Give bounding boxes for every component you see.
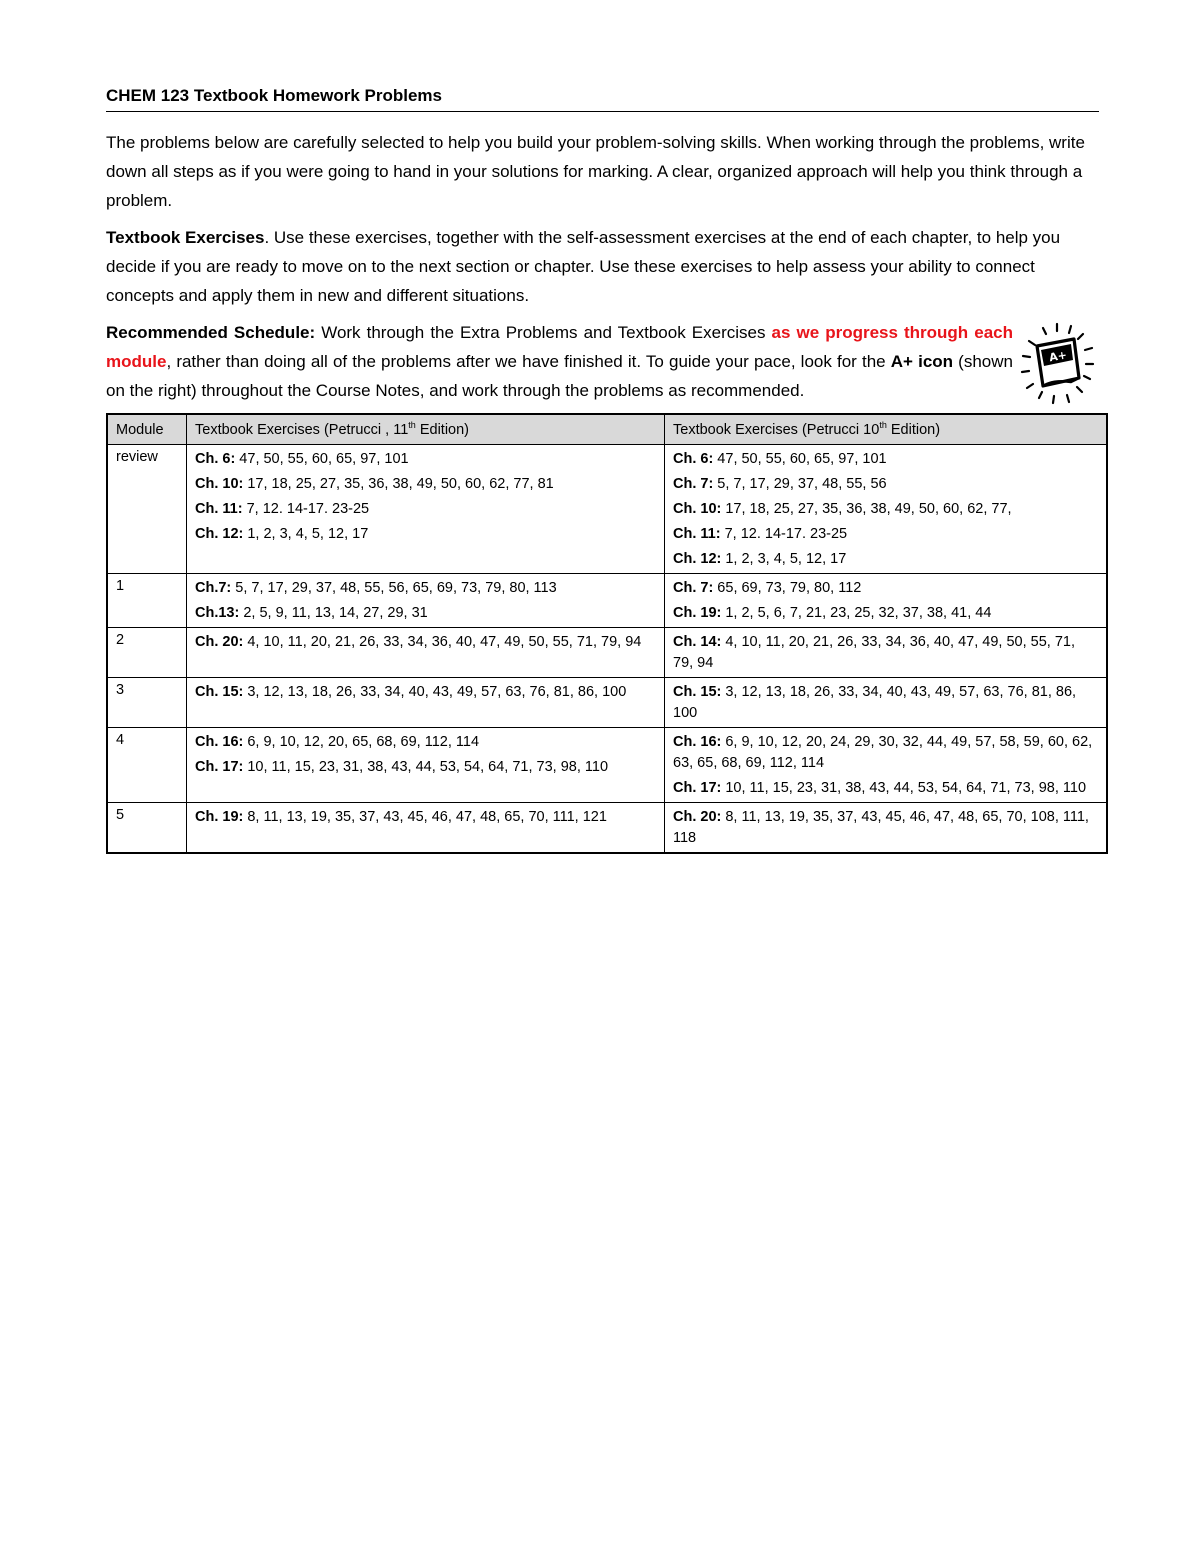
chapter-entry: [195, 603, 656, 624]
table-row: [107, 678, 1107, 728]
schedule-heading: Recommended Schedule:: [106, 323, 316, 342]
chapter-label: Ch. 12:: [673, 551, 722, 567]
table-row: [107, 574, 1107, 628]
chapter-entry: [195, 757, 656, 778]
chapter-entry: [673, 474, 1098, 495]
chapter-label: Ch. 11:: [195, 501, 243, 517]
problem-numbers: 17, 18, 25, 27, 35, 36, 38, 49, 50, 60, 62, 77,: [721, 501, 1012, 517]
header-11th-edition: Textbook Exercises (Petrucci , 11th Edition): [187, 414, 665, 445]
exercises-text: . Use these exercises, together with the self-assessment exercises at the end of each chapter, to help you decide if you are ready to move on to the next section or chapter. Use these exercises to help assess your ability to connect concepts and apply them in new and different situations.: [106, 228, 1061, 305]
chapter-label: Ch.13:: [195, 605, 240, 621]
edition-11-cell: [187, 803, 665, 854]
chapter-label: Ch. 19:: [673, 605, 722, 621]
schedule-section: [106, 318, 1099, 405]
chapter-label: Ch. 12:: [195, 526, 244, 542]
chapter-label: Ch. 17:: [195, 759, 244, 775]
table-row: [107, 803, 1107, 854]
chapter-entry: [195, 474, 656, 495]
chapter-entry: [673, 682, 1098, 724]
chapter-entry: [673, 549, 1098, 570]
page-title: CHEM 123 Textbook Homework Problems: [106, 86, 1099, 112]
edition-11-cell: [187, 678, 665, 728]
document-page: [106, 86, 1099, 854]
problem-numbers: 5, 7, 17, 29, 37, 48, 55, 56: [713, 476, 887, 492]
chapter-entry: [673, 524, 1098, 545]
chapter-entry: [673, 449, 1098, 470]
problem-numbers: 1, 2, 3, 4, 5, 12, 17: [721, 551, 847, 567]
problem-numbers: 65, 69, 73, 79, 80, 112: [713, 580, 862, 596]
chapter-label: Ch. 6:: [195, 451, 236, 467]
chapter-entry: [195, 632, 656, 653]
problem-numbers: 2, 5, 9, 11, 13, 14, 27, 29, 31: [239, 605, 428, 621]
edition-11-cell: [187, 574, 665, 628]
icon-reference: A+ icon: [890, 352, 954, 371]
schedule-highlight: as we progress through each module: [106, 323, 1013, 371]
header-10th-edition: Textbook Exercises (Petrucci 10th Edition): [665, 414, 1108, 445]
svg-text:A+: A+: [1048, 348, 1068, 365]
chapter-label: Ch. 15:: [195, 684, 244, 700]
table-header-row: [107, 414, 1107, 445]
chapter-entry: [195, 732, 656, 753]
module-cell: 2: [107, 628, 187, 678]
problem-numbers: 8, 11, 13, 19, 35, 37, 43, 45, 46, 47, 48, 65, 70, 111, 121: [243, 809, 607, 825]
chapter-label: Ch. 20:: [195, 634, 244, 650]
table-row: [107, 728, 1107, 803]
chapter-entry: [195, 449, 656, 470]
chapter-entry: [195, 499, 656, 520]
chapter-entry: [673, 778, 1098, 799]
chapter-label: Ch. 16:: [195, 734, 244, 750]
problem-numbers: 4, 10, 11, 20, 21, 26, 33, 34, 36, 40, 47, 49, 50, 55, 71, 79, 94: [243, 634, 642, 650]
edition-10-cell: [665, 728, 1108, 803]
problem-numbers: 47, 50, 55, 60, 65, 97, 101: [713, 451, 887, 467]
edition-11-cell: [187, 628, 665, 678]
chapter-entry: [195, 807, 656, 828]
problem-numbers: 17, 18, 25, 27, 35, 36, 38, 49, 50, 60, 62, 77, 81: [243, 476, 554, 492]
chapter-label: Ch. 7:: [673, 580, 714, 596]
exercises-heading: Textbook Exercises: [106, 228, 265, 247]
chapter-entry: [673, 499, 1098, 520]
problem-numbers: 1, 2, 5, 6, 7, 21, 23, 25, 32, 37, 38, 41, 44: [721, 605, 992, 621]
intro-paragraph: The problems below are carefully selected to help you build your problem-solving skills. When working through the problems, write down all steps as if you were going to hand in your solutions for marking. A clear, organized approach will help you think through a problem.: [106, 133, 1085, 210]
edition-10-cell: [665, 628, 1108, 678]
chapter-label: Ch. 19:: [195, 809, 244, 825]
edition-10-cell: [665, 445, 1108, 574]
problem-numbers: 7, 12. 14-17. 23-25: [720, 526, 848, 542]
problem-numbers: 10, 11, 15, 23, 31, 38, 43, 44, 53, 54, 64, 71, 73, 98, 110: [721, 780, 1087, 796]
chapter-label: Ch. 7:: [673, 476, 714, 492]
problem-numbers: 6, 9, 10, 12, 20, 24, 29, 30, 32, 44, 49, 57, 58, 59, 60, 62, 63, 65, 68, 69, 112, 114: [673, 734, 1093, 771]
problem-numbers: 1, 2, 3, 4, 5, 12, 17: [243, 526, 369, 542]
module-cell: 3: [107, 678, 187, 728]
chapter-entry: [673, 807, 1098, 849]
chapter-entry: [673, 632, 1098, 674]
chapter-entry: [195, 578, 656, 599]
edition-11-cell: [187, 728, 665, 803]
problem-numbers: 4, 10, 11, 20, 21, 26, 33, 34, 36, 40, 47, 49, 50, 55, 71, 79, 94: [673, 634, 1075, 671]
problem-numbers: 3, 12, 13, 18, 26, 33, 34, 40, 43, 49, 57, 63, 76, 81, 86, 100: [673, 684, 1077, 721]
chapter-label: Ch. 10:: [673, 501, 722, 517]
edition-10-cell: [665, 678, 1108, 728]
schedule-text-1: Work through the Extra Problems and Textbook Exercises: [315, 323, 772, 342]
edition-10-cell: [665, 574, 1108, 628]
exercises-paragraph: [106, 223, 1099, 310]
problem-numbers: 8, 11, 13, 19, 35, 37, 43, 45, 46, 47, 48, 65, 70, 108, 111, 118: [673, 809, 1089, 846]
module-cell: 5: [107, 803, 187, 854]
module-cell: review: [107, 445, 187, 574]
edition-11-cell: [187, 445, 665, 574]
chapter-label: Ch. 16:: [673, 734, 722, 750]
chapter-label: Ch. 17:: [673, 780, 722, 796]
chapter-entry: [673, 603, 1098, 624]
chapter-label: Ch.7:: [195, 580, 232, 596]
schedule-text-3: (shown on the right) throughout the Course Notes, and work through the problems as recommended.: [106, 352, 1013, 400]
schedule-paragraph: [106, 318, 1099, 405]
chapter-entry: [673, 732, 1098, 774]
chapter-label: Ch. 10:: [195, 476, 244, 492]
chapter-entry: [673, 578, 1098, 599]
problem-numbers: 3, 12, 13, 18, 26, 33, 34, 40, 43, 49, 57, 63, 76, 81, 86, 100: [243, 684, 627, 700]
chapter-label: Ch. 20:: [673, 809, 722, 825]
module-cell: 1: [107, 574, 187, 628]
chapter-label: Ch. 14:: [673, 634, 722, 650]
chapter-label: Ch. 6:: [673, 451, 714, 467]
edition-10-cell: [665, 803, 1108, 854]
a-plus-icon: [1019, 322, 1097, 406]
chapter-entry: [195, 682, 656, 703]
table-row: [107, 445, 1107, 574]
chapter-label: Ch. 15:: [673, 684, 722, 700]
problem-numbers: 10, 11, 15, 23, 31, 38, 43, 44, 53, 54, 64, 71, 73, 98, 110: [243, 759, 609, 775]
homework-table: [106, 413, 1108, 854]
problem-numbers: 6, 9, 10, 12, 20, 65, 68, 69, 112, 114: [243, 734, 480, 750]
table-row: [107, 628, 1107, 678]
schedule-text-2: , rather than doing all of the problems after we have finished it. To guide your pace, look for the: [166, 352, 891, 371]
problem-numbers: 5, 7, 17, 29, 37, 48, 55, 56, 65, 69, 73, 79, 80, 113: [231, 580, 557, 596]
module-cell: 4: [107, 728, 187, 803]
chapter-label: Ch. 11:: [673, 526, 721, 542]
header-module: Module: [107, 414, 187, 445]
problem-numbers: 47, 50, 55, 60, 65, 97, 101: [235, 451, 409, 467]
problem-numbers: 7, 12. 14-17. 23-25: [242, 501, 370, 517]
chapter-entry: [195, 524, 656, 545]
